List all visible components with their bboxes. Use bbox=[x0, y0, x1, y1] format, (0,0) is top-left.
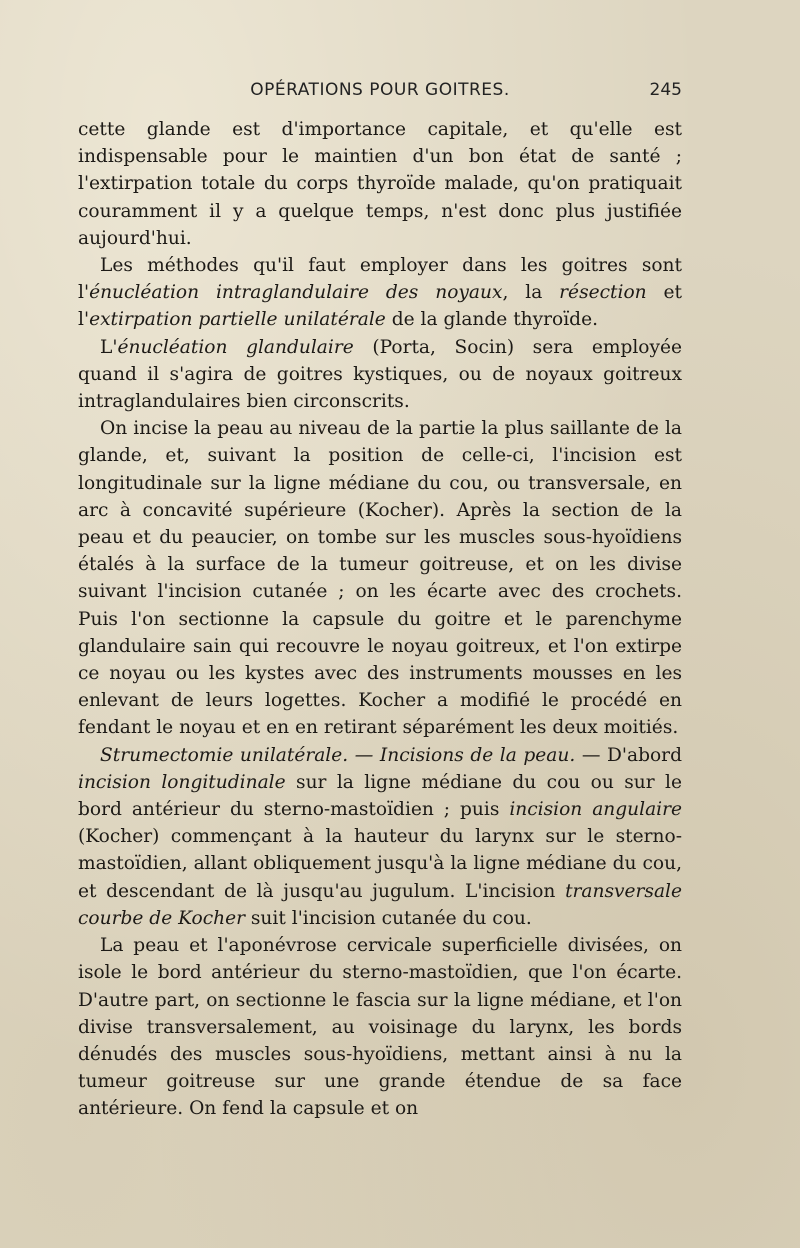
italic-span: résection bbox=[559, 282, 647, 304]
text-span: (Kocher) commençant à la hauteur du larynx sur le sterno-mastoïdien, allant obliquement jusqu'à la ligne médiane du cou, et descendant de là jusqu'au jugulum. L'incision bbox=[78, 826, 682, 902]
text-span: On incise la peau au niveau de la partie la plus saillante de la glande, et, suivant la position de celle-ci, l'incision est longitudinale sur la ligne médiane du cou, ou transversale, en arc à concavité supérieure (Kocher). Après la section de la peau et du peaucier, on tombe sur les muscles sous-hyoïdiens étalés à la surface de la tumeur goitreuse, et on les divise suivant l'incision cutanée ; on les écarte avec des crochets. Puis l'on sectionne la capsule du goitre et le parenchyme glandulaire sain qui recouvre le noyau goitreux, et l'on extirpe ce noyau ou les kystes avec des instruments mousses en les enlevant de leurs logettes. Kocher a modifié le procédé en fendant le noyau et en en retirant séparément les deux moitiés. bbox=[78, 418, 682, 739]
italic-span: énucléation intraglandulaire des noyaux bbox=[89, 282, 503, 304]
running-title: OPÉRATIONS POUR GOITRES. bbox=[250, 80, 510, 100]
paragraph bbox=[78, 116, 682, 252]
italic-span: Strumectomie unilatérale. — Incisions de la peau. bbox=[100, 744, 576, 766]
text-span: La peau et l'aponévrose cervicale superficielle divisées, on isole le bord antérieur du sterno-mastoïdien, que l'on écarte. D'autre part, on sectionne le fascia sur la ligne médiane, et l'on divise transversalement, au voisinage du larynx, les bords dénudés des muscles sous-hyoïdiens, mettant ainsi à nu la tumeur goitreuse sur une grande étendue de sa face antérieure. On fend la capsule et on bbox=[78, 935, 682, 1120]
text-span: , la bbox=[502, 282, 560, 304]
text-span: — D'abord bbox=[575, 744, 682, 766]
text-span: de la glande thyroïde. bbox=[385, 309, 598, 331]
paragraph bbox=[78, 932, 682, 1122]
running-head bbox=[78, 80, 682, 108]
italic-span: extirpation partielle unilatérale bbox=[89, 309, 386, 331]
paragraph bbox=[78, 415, 682, 741]
italic-span: transversale courbe de Kocher bbox=[78, 880, 682, 929]
text-span: suit l'incision cutanée du cou. bbox=[244, 907, 532, 929]
paragraph bbox=[78, 252, 682, 334]
italic-span: incision longitudinale bbox=[78, 771, 286, 793]
italic-span: incision angulaire bbox=[509, 799, 682, 821]
text-span: et l' bbox=[78, 282, 682, 331]
body-text bbox=[78, 116, 682, 1123]
text-span: L' bbox=[100, 336, 118, 358]
text-span: cette glande est d'importance capitale, et qu'elle est indispensable pour le maintien d'un bon état de santé ; l'extirpation totale du corps thyroïde malade, qu'on pratiquait couramment il y a quelque temps, n'est donc plus justifiée aujourd'hui. bbox=[78, 119, 682, 249]
italic-span: énucléation glandulaire bbox=[117, 336, 354, 358]
page-number: 245 bbox=[649, 80, 682, 100]
text-span: Les méthodes qu'il faut employer dans les goitres sont l' bbox=[78, 255, 682, 304]
text-span: sur la ligne médiane du cou ou sur le bord antérieur du sterno-mastoïdien ; puis bbox=[78, 771, 682, 821]
paragraph bbox=[78, 334, 682, 416]
paragraph bbox=[78, 742, 682, 932]
text-span: (Porta, Socin) sera employée quand il s'agira de goitres kystiques, ou de noyaux goitreux intraglandulaires bien circonscrits. bbox=[78, 336, 683, 413]
